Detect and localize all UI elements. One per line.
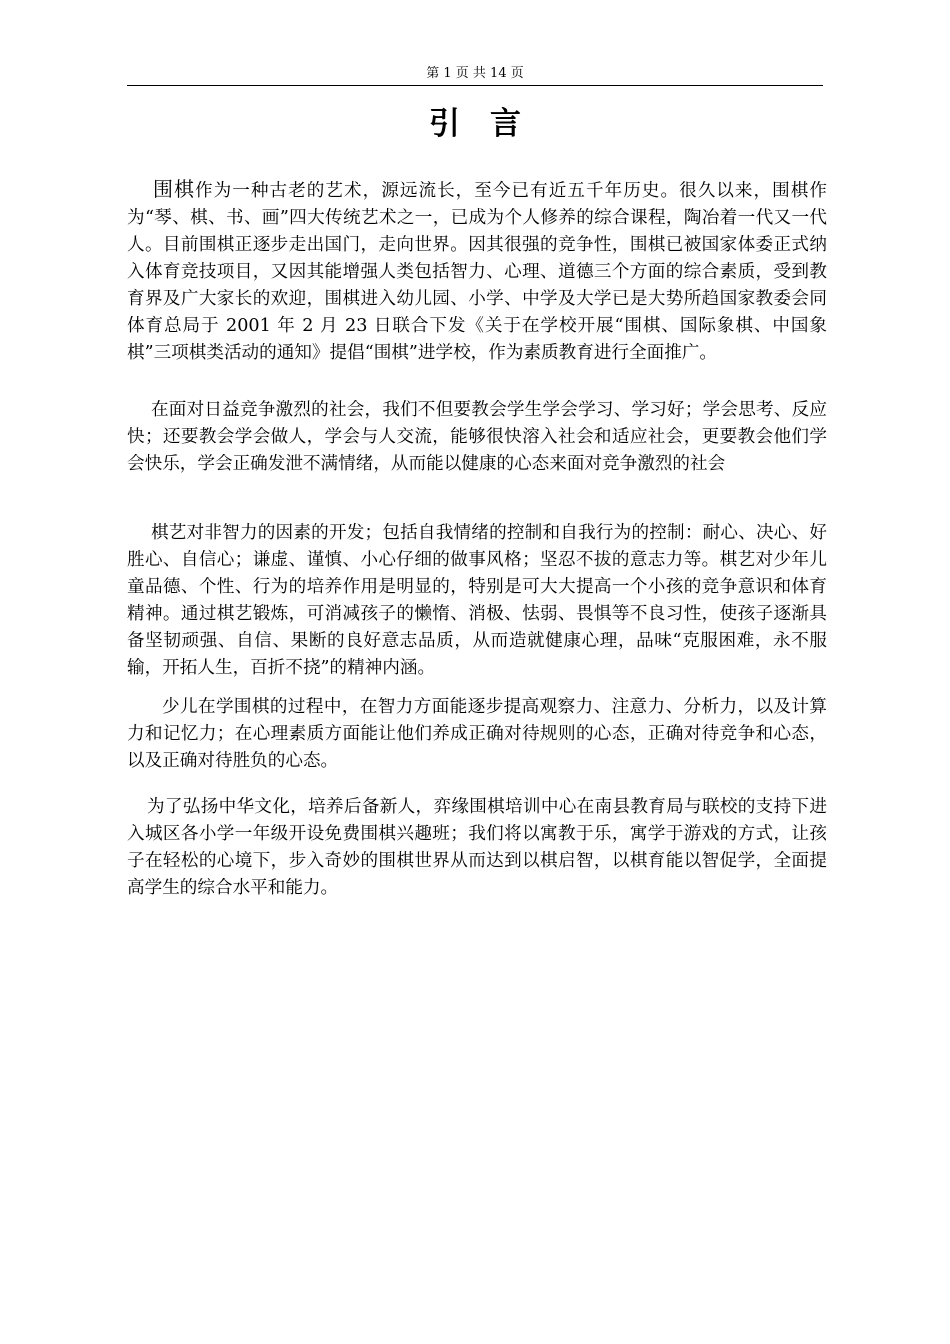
- paragraph-text: 作为一种古老的艺术，源远流长，至今已有近五千年历史。很久以来，围棋作为“琴、棋、书、画”四大传统艺术之一，已成为个人修养的综合课程，陶冶着一代又一代人。目前围棋正逐步走出国门，走向世界。因其很强的竞争性，围棋已被国家体委正式纳入体育竞技项目，又因其能增强人类包括智力、心理、道德三个方面的综合素质，受到教育界及广大家长的欢迎，围棋进入幼儿园、小学、中学及大学已是大势所趋国家教委会同体育总局于 2001 年 2 月 23 日联合下发《关于在学校开展“围棋、国际象棋、中国象棋”三项棋类活动的通知》提倡“围棋”进学校，作为素质教育进行全面推广。: [127, 181, 827, 363]
- paragraph-intro: [127, 176, 827, 367]
- page-title: 引言: [429, 106, 551, 142]
- paragraph-society: 在面对日益竞争激烈的社会，我们不但要教会学生学会学习、学习好；学会思考、反应快；还要教会学会做人，学会与人交流，能够很快溶入社会和适应社会，更要教会他们学会快乐，学会正确发泄不满情绪，从而能以健康的心态来面对竞争激烈的社会: [127, 400, 827, 474]
- paragraph-non-intellectual: 棋艺对非智力的因素的开发；包括自我情绪的控制和自我行为的控制：耐心、决心、好胜心、自信心；谦虚、谨慎、小心仔细的做事风格；坚忍不拔的意志力等。棋艺对少年儿童品德、个性、行为的培养作用是明显的，特别是可大大提高一个小孩的竞争意识和体育精神。通过棋艺锻炼，可消减孩子的懒惰、消极、怯弱、畏惧等不良习性，使孩子逐渐具备坚韧顽强、自信、果断的良好意志品质，从而造就健康心理，品味“克服困难，永不服输，开拓人生，百折不挠”的精神内涵。: [127, 523, 827, 678]
- page-header: 第 1 页 共 14 页: [426, 66, 524, 81]
- paragraph-program: 为了弘扬中华文化，培养后备新人，弈缘围棋培训中心在南县教育局与联校的支持下进入城区各小学一年级开设免费围棋兴趣班；我们将以寓教于乐，寓学于游戏的方式，让孩子在轻松的心境下，步入奇妙的围棋世界从而达到以棋启智，以棋育能以智促学，全面提高学生的综合水平和能力。: [127, 797, 827, 898]
- header-divider: [127, 85, 823, 86]
- paragraph-lead-word: 围棋: [153, 177, 196, 201]
- paragraph-intellectual: 少儿在学围棋的过程中，在智力方面能逐步提高观察力、注意力、分析力，以及计算力和记忆力；在心理素质方面能让他们养成正确对待规则的心态，正确对待竞争和心态，以及正确对待胜负的心态。: [127, 697, 827, 771]
